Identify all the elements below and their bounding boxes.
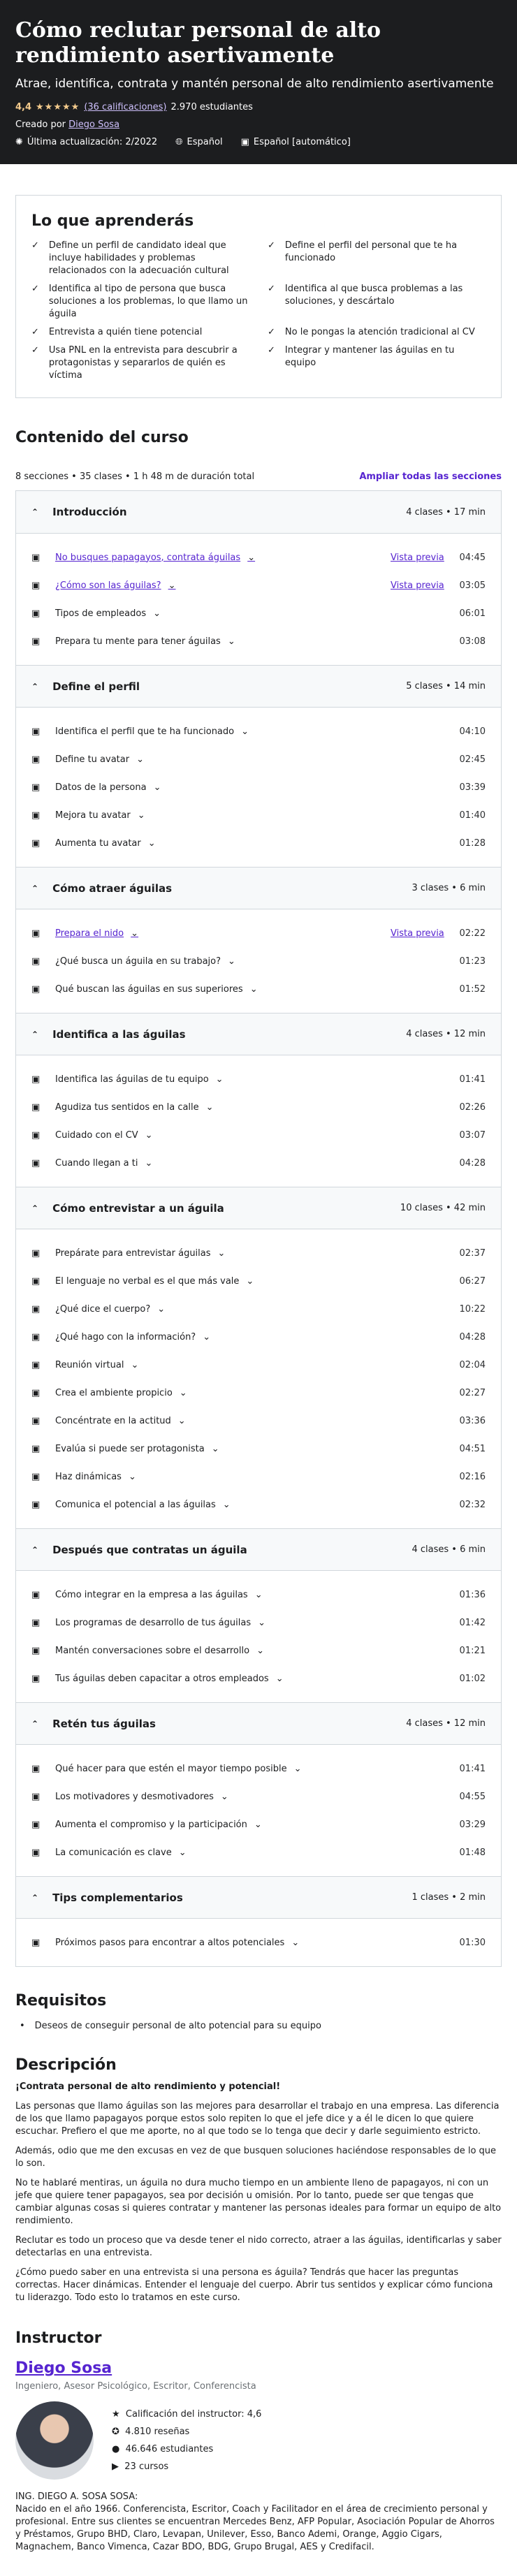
lecture-duration: 02:26 — [459, 1102, 486, 1113]
chevron-down-icon[interactable]: ⌄ — [153, 608, 161, 619]
lecture-title: Mantén conversaciones sobre el desarrollo — [55, 1645, 250, 1656]
learn-item — [268, 240, 486, 277]
lecture-row[interactable] — [31, 1637, 486, 1664]
lecture-row[interactable] — [31, 571, 486, 599]
lecture-list — [16, 1918, 501, 1966]
lecture-row[interactable] — [31, 1295, 486, 1323]
chevron-down-icon[interactable]: ⌄ — [179, 1387, 187, 1398]
learn-item — [31, 283, 249, 321]
chevron-down-icon[interactable]: ⌄ — [246, 1275, 254, 1287]
description-p4: No te hablaré mentiras, un águila no dura mucho tiempo en un ambiente lleno de papagayos, ni con un jefe que quiere tener papagayos, sea por decisión u omisión. Por lo tanto, puede ser que tengas que cambiar algunas cosas si quieres contratar y mantener las personas ideales para formar un equipo de alto rendimiento. — [15, 2178, 502, 2226]
check-icon: ✓ — [268, 327, 275, 337]
lecture-title: Tus águilas deben capacitar a otros empleados — [55, 1673, 269, 1684]
what-you-will-learn — [15, 195, 502, 398]
lecture-row[interactable] — [31, 1323, 486, 1351]
section-header[interactable] — [16, 1187, 501, 1229]
course-title: Cómo reclutar personal de alto rendimiento asertivamente — [15, 18, 381, 68]
instructor-rating: Calificación del instructor: 4,6 — [125, 2409, 262, 2420]
check-icon: ✓ — [268, 284, 275, 294]
video-icon: ▣ — [31, 636, 41, 647]
globe-icon: 🌐︎ — [175, 137, 183, 147]
video-icon: ▣ — [31, 1819, 41, 1830]
section-header[interactable] — [16, 665, 501, 707]
content-title: Contenido del curso — [15, 429, 189, 446]
lecture-row[interactable] — [31, 1491, 486, 1518]
section-header[interactable] — [16, 1702, 501, 1744]
lecture-duration: 03:08 — [459, 636, 486, 647]
lecture-row[interactable] — [31, 1929, 486, 1956]
students-count: 2.970 estudiantes — [170, 102, 253, 112]
lecture-row[interactable] — [31, 1093, 486, 1121]
lecture-row[interactable] — [31, 975, 486, 1003]
lecture-row[interactable] — [31, 919, 486, 947]
section-title: Tips complementarios — [52, 1891, 183, 1904]
description-body — [15, 2081, 502, 2304]
instructor-title: Instructor — [15, 2329, 102, 2347]
chevron-down-icon[interactable]: ⌄ — [275, 1673, 284, 1684]
chevron-down-icon[interactable]: ⌄ — [203, 1331, 211, 1342]
chevron-down-icon[interactable]: ⌄ — [227, 636, 235, 647]
users-icon: ● — [112, 2444, 120, 2454]
chevron-down-icon[interactable]: ⌄ — [291, 1937, 300, 1948]
lecture-title: Agudiza tus sentidos en la calle — [55, 1102, 199, 1113]
lecture-row[interactable] — [31, 829, 486, 857]
preview-link[interactable]: Vista previa — [391, 928, 444, 939]
chevron-up-icon: ⌃ — [31, 1892, 39, 1903]
lecture-duration: 10:22 — [459, 1303, 486, 1315]
description-p2: Las personas que llamo águilas son las mejores para desarrollar el trabajo en una empresa. Las diferencia de los que llamo papagayos porque estos solo repiten lo que el jefe dice y a él le dicen lo que quiere escuchar. Prefiero el que me aporte, no al que todo se lo tenga que decir y darle seguimiento estricto. — [15, 2101, 500, 2137]
video-icon: ▣ — [31, 1471, 41, 1482]
lecture-row[interactable] — [31, 1351, 486, 1379]
requirements-title: Requisitos — [15, 1992, 107, 2010]
check-icon: ✓ — [31, 327, 39, 337]
video-icon: ▣ — [31, 1499, 41, 1510]
lecture-duration: 03:29 — [459, 1819, 486, 1830]
lecture-row[interactable] — [31, 627, 486, 655]
learn-item — [268, 326, 486, 339]
section-meta: 3 clases • 6 min — [412, 883, 486, 893]
language: Español — [187, 137, 223, 147]
video-icon: ▣ — [31, 1847, 41, 1858]
learn-item — [31, 326, 249, 339]
chevron-down-icon[interactable]: ⌄ — [147, 837, 156, 849]
chevron-down-icon[interactable]: ⌄ — [258, 1617, 265, 1628]
instructor-bio — [15, 2491, 502, 2554]
chevron-down-icon[interactable]: ⌄ — [168, 580, 176, 591]
video-icon: ▣ — [31, 810, 41, 821]
content-summary: 8 secciones • 35 clases • 1 h 48 m de duración total — [15, 471, 255, 482]
chevron-down-icon[interactable]: ⌄ — [241, 726, 249, 737]
created-by-label: Creado por — [15, 119, 66, 130]
lecture-list — [16, 1744, 501, 1876]
video-icon: ▣ — [31, 1673, 41, 1684]
lecture-duration: 02:45 — [459, 754, 486, 765]
lecture-title: Cuidado con el CV — [55, 1129, 138, 1141]
rating-row — [15, 102, 502, 112]
video-icon: ▣ — [31, 608, 41, 619]
chevron-down-icon[interactable]: ⌄ — [177, 1415, 186, 1426]
lecture-row[interactable] — [31, 1379, 486, 1407]
lecture-row[interactable] — [31, 717, 486, 745]
chevron-down-icon[interactable]: ⌄ — [254, 1589, 263, 1600]
requirement-item — [15, 2021, 502, 2031]
chevron-down-icon[interactable]: ⌄ — [247, 552, 256, 563]
chevron-down-icon[interactable]: ⌄ — [145, 1157, 153, 1169]
video-icon: ▣ — [31, 1791, 41, 1802]
lecture-list — [16, 1055, 501, 1187]
lecture-duration: 04:10 — [459, 726, 486, 737]
lecture-duration: 01:48 — [459, 1847, 486, 1858]
instructor-courses: 23 cursos — [124, 2461, 169, 2472]
lecture-duration: 01:42 — [459, 1617, 486, 1628]
star-icon: ★★★★★ — [36, 102, 80, 112]
section-meta: 10 clases • 42 min — [400, 1203, 486, 1213]
video-icon: ▣ — [31, 1303, 41, 1315]
video-icon: ▣ — [31, 1387, 41, 1398]
lecture-title: Comunica el potencial a las águilas — [55, 1499, 216, 1510]
check-icon: ✓ — [268, 345, 275, 356]
check-icon: ✓ — [31, 345, 39, 356]
info-icon: ✺ — [15, 137, 23, 147]
bio-name: ING. DIEGO A. SOSA SOSA: — [15, 2491, 138, 2502]
lecture-row[interactable] — [31, 1435, 486, 1463]
instructor-row — [15, 2401, 502, 2480]
lecture-row[interactable] — [31, 947, 486, 975]
section-meta: 4 clases • 12 min — [406, 1718, 486, 1729]
chevron-down-icon[interactable]: ⌄ — [228, 956, 235, 967]
video-icon: ▣ — [31, 1074, 41, 1085]
instructor-students: 46.646 estudiantes — [125, 2444, 214, 2454]
lecture-row[interactable] — [31, 1267, 486, 1295]
section-meta: 4 clases • 17 min — [406, 506, 486, 518]
lecture-title: Concéntrate en la actitud — [55, 1415, 171, 1426]
lecture-duration: 01:40 — [459, 810, 486, 821]
video-icon: ▣ — [31, 552, 41, 563]
check-icon: ✓ — [31, 240, 39, 251]
lecture-title: Reunión virtual — [55, 1359, 124, 1370]
lecture-duration: 01:36 — [459, 1589, 486, 1600]
lecture-duration: 02:32 — [459, 1499, 486, 1510]
preview-link[interactable]: Vista previa — [391, 580, 444, 591]
expand-all-button[interactable]: Ampliar todas las secciones — [359, 471, 502, 482]
section-title: Define el perfil — [52, 680, 140, 693]
learn-item-text: No le pongas la atención tradicional al CV — [284, 327, 475, 337]
captions: Español [automático] — [253, 137, 351, 147]
lecture-list — [16, 707, 501, 867]
chevron-down-icon[interactable]: ⌄ — [136, 754, 144, 765]
lecture-title[interactable]: No busques papagayos, contrata águilas — [55, 552, 241, 563]
meta-row — [15, 137, 502, 147]
lecture-title: Qué buscan las águilas en sus superiores — [55, 983, 243, 995]
section-meta: 1 clases • 2 min — [412, 1892, 486, 1903]
lecture-duration: 04:28 — [459, 1331, 486, 1342]
lecture-title: Cuando llegan a ti — [55, 1157, 138, 1169]
lecture-row[interactable] — [31, 1581, 486, 1609]
lecture-title: Datos de la persona — [55, 782, 147, 793]
chevron-down-icon[interactable]: ⌄ — [137, 810, 145, 821]
lecture-title: Crea el ambiente propicio — [55, 1387, 173, 1398]
chevron-up-icon: ⌃ — [31, 1718, 39, 1729]
lecture-duration: 02:22 — [459, 928, 486, 939]
lecture-list — [16, 909, 501, 1013]
lecture-row[interactable] — [31, 1609, 486, 1637]
chevron-down-icon[interactable]: ⌄ — [128, 1471, 136, 1482]
lecture-row[interactable] — [31, 1810, 486, 1838]
description-p6: ¿Cómo puedo saber en una entrevista si una persona es águila? Tendrás que hacer las preguntas correctas. Hacer dinámicas. Entender el lenguaje del cuerpo. Abrir tus sentidos y explicar cómo funciona tu liderazgo. Todo esto lo tratamos en este curso. — [15, 2267, 493, 2303]
creator-link[interactable]: Diego Sosa — [68, 119, 120, 130]
learn-item — [31, 344, 249, 382]
lecture-title: Aumenta el compromiso y la participación — [55, 1819, 247, 1830]
lecture-duration: 01:23 — [459, 956, 486, 967]
video-icon: ▣ — [31, 1617, 41, 1628]
lecture-row[interactable] — [31, 1149, 486, 1177]
video-icon: ▣ — [31, 1129, 41, 1141]
learn-item-text: Usa PNL en la entrevista para descubrir a protagonistas y separarlos de quién es víctima — [48, 345, 238, 381]
course-subtitle: Atrae, identifica, contrata y mantén personal de alto rendimiento asertivamente — [15, 77, 494, 91]
lecture-title: Tipos de empleados — [55, 608, 147, 619]
chevron-down-icon[interactable]: ⌄ — [293, 1763, 302, 1774]
video-icon: ▣ — [31, 1247, 41, 1259]
avatar[interactable] — [15, 2401, 94, 2480]
lecture-duration: 03:36 — [459, 1415, 486, 1426]
section-meta: 5 clases • 14 min — [406, 681, 486, 691]
video-icon: ▣ — [31, 1443, 41, 1454]
chevron-down-icon[interactable]: ⌄ — [217, 1247, 226, 1259]
lecture-duration: 01:52 — [459, 983, 486, 995]
creator-row — [15, 119, 502, 130]
video-icon: ▣ — [31, 1102, 41, 1113]
lecture-title: Evalúa si puede ser protagonista — [55, 1443, 205, 1454]
description-p3: Además, odio que me den excusas en vez de que busquen soluciones haciéndose responsables de lo que lo son. — [15, 2146, 497, 2169]
last-updated: Última actualización: 2/2022 — [27, 137, 158, 147]
video-icon: ▣ — [31, 928, 41, 939]
lecture-title: ¿Qué hago con la información? — [55, 1331, 196, 1342]
learn-title: Lo que aprenderás — [31, 212, 194, 230]
section-meta: 4 clases • 12 min — [406, 1029, 486, 1039]
chevron-up-icon: ⌃ — [31, 681, 39, 691]
bio-text: Nacido en el año 1966. Conferencista, Escritor, Coach y Facilitador en el área de crecimiento personal y profesional. Entre sus clientes se encuentran Mercedes Benz, AFP Popular, Asociación Popular de Ahorros y Préstamos, Grupo BHD, Claro, Levapan, Unilever, Esso, Banco Ademi, Orange, Aggio Cigars, Magnachem, Banco Vimenca, Cazar BDO, BDG, Grupo Brugal, AES y Credifacil. — [15, 2504, 495, 2552]
section-title: Cómo entrevistar a un águila — [52, 1201, 224, 1215]
lecture-list — [16, 533, 501, 665]
chevron-down-icon[interactable]: ⌄ — [215, 1074, 224, 1085]
lecture-row[interactable] — [31, 1065, 486, 1093]
lecture-title: Aumenta tu avatar — [55, 837, 141, 849]
learn-item-text: Identifica al que busca problemas a las soluciones, y descártalo — [284, 284, 463, 307]
bullet-icon: • — [20, 2021, 25, 2031]
instructor-stats — [112, 2401, 261, 2480]
captions-icon: ▣ — [240, 137, 249, 147]
lecture-duration: 02:04 — [459, 1359, 486, 1370]
lecture-duration: 01:41 — [459, 1763, 486, 1774]
chevron-down-icon[interactable]: ⌄ — [256, 1645, 264, 1656]
instructor-name-link[interactable]: Diego Sosa — [15, 2359, 112, 2377]
chevron-down-icon[interactable]: ⌄ — [205, 1102, 214, 1113]
lecture-row[interactable] — [31, 1783, 486, 1810]
lecture-duration: 01:41 — [459, 1074, 486, 1085]
instructor-headline: Ingeniero, Asesor Psicológico, Escritor, Conferencista — [15, 2381, 256, 2392]
lecture-duration: 03:05 — [459, 580, 486, 591]
lecture-duration: 01:21 — [459, 1645, 486, 1656]
learn-item — [268, 283, 486, 321]
lecture-row[interactable] — [31, 745, 486, 773]
chevron-down-icon[interactable]: ⌄ — [131, 928, 139, 939]
section-meta: 4 clases • 6 min — [412, 1544, 486, 1555]
check-icon: ✓ — [268, 240, 275, 251]
video-icon: ▣ — [31, 1589, 41, 1600]
chevron-down-icon[interactable]: ⌄ — [254, 1819, 262, 1830]
chevron-up-icon: ⌃ — [31, 1029, 39, 1039]
lecture-row[interactable] — [31, 801, 486, 829]
video-icon: ▣ — [31, 1415, 41, 1426]
rating-value: 4,4 — [15, 102, 32, 112]
lecture-title: Define tu avatar — [55, 754, 130, 765]
chevron-up-icon: ⌃ — [31, 507, 39, 517]
video-icon: ▣ — [31, 1763, 41, 1774]
chevron-down-icon[interactable]: ⌄ — [178, 1847, 187, 1858]
lecture-duration: 03:07 — [459, 1129, 486, 1141]
video-icon: ▣ — [31, 956, 41, 967]
learn-item-text: Define el perfil del personal que te ha funcionado — [284, 240, 458, 263]
lecture-title: Los programas de desarrollo de tus águilas — [55, 1617, 252, 1628]
lecture-title: Identifica el perfil que te ha funcionado — [55, 726, 235, 737]
lecture-title: Prepárate para entrevistar águilas — [55, 1247, 211, 1259]
video-icon: ▣ — [31, 1359, 41, 1370]
lecture-row[interactable] — [31, 1407, 486, 1435]
lecture-title: La comunicación es clave — [55, 1847, 172, 1858]
lecture-row[interactable] — [31, 1239, 486, 1267]
lecture-duration: 04:28 — [459, 1157, 486, 1169]
video-icon: ▣ — [31, 1157, 41, 1169]
lecture-duration: 06:01 — [459, 608, 486, 619]
lecture-row[interactable] — [31, 1463, 486, 1491]
ratings-link[interactable]: (36 calificaciones) — [84, 102, 167, 112]
section-title: Después que contratas un águila — [52, 1543, 247, 1556]
video-icon: ▣ — [31, 837, 41, 849]
lecture-title: Identifica las águilas de tu equipo — [55, 1074, 209, 1085]
chevron-up-icon: ⌃ — [31, 1203, 39, 1213]
instructor-reviews: 4.810 reseñas — [125, 2427, 190, 2437]
lecture-list — [16, 1229, 501, 1528]
chevron-down-icon[interactable]: ⌄ — [131, 1359, 139, 1370]
lecture-title: ¿Qué dice el cuerpo? — [55, 1303, 151, 1315]
lecture-row[interactable] — [31, 599, 486, 627]
lecture-title: El lenguaje no verbal es el que más vale — [55, 1275, 240, 1287]
video-icon: ▣ — [31, 782, 41, 793]
chevron-down-icon[interactable]: ⌄ — [222, 1499, 231, 1510]
lecture-row[interactable] — [31, 1838, 486, 1866]
lecture-duration: 02:16 — [459, 1471, 486, 1482]
lecture-duration: 02:37 — [459, 1247, 486, 1259]
lecture-duration: 01:30 — [459, 1937, 486, 1948]
lecture-row[interactable] — [31, 543, 486, 571]
course-header — [0, 0, 517, 164]
section-header[interactable] — [16, 1528, 501, 1570]
section-title: Introducción — [52, 506, 127, 518]
curriculum — [15, 490, 502, 1967]
lecture-title: Mejora tu avatar — [55, 810, 131, 821]
learn-item-text: Entrevista a quién tiene potencial — [48, 327, 203, 337]
learn-item — [31, 240, 249, 277]
preview-link[interactable]: Vista previa — [391, 552, 444, 563]
section-title: Identifica a las águilas — [52, 1027, 186, 1041]
description-title: Descripción — [15, 2056, 117, 2074]
play-circle-icon: ▶ — [112, 2461, 119, 2472]
lecture-title: Haz dinámicas — [55, 1471, 122, 1482]
video-icon: ▣ — [31, 1275, 41, 1287]
section-title: Cómo atraer águilas — [52, 881, 173, 895]
lecture-row[interactable] — [31, 1755, 486, 1783]
video-icon: ▣ — [31, 580, 41, 591]
lecture-duration: 01:02 — [459, 1673, 486, 1684]
section-header[interactable] — [16, 867, 501, 909]
learn-item — [268, 344, 486, 382]
lecture-duration: 02:27 — [459, 1387, 486, 1398]
lecture-duration: 03:39 — [459, 782, 486, 793]
learn-item-text: Define un perfil de candidato ideal que incluye habilidades y problemas relacionados con la adecuación cultural — [48, 240, 229, 276]
video-icon: ▣ — [31, 1937, 41, 1948]
lecture-title: Prepara tu mente para tener águilas — [55, 636, 221, 647]
video-icon: ▣ — [31, 754, 41, 765]
chevron-up-icon: ⌃ — [31, 1544, 39, 1555]
lecture-row[interactable] — [31, 773, 486, 801]
lecture-row[interactable] — [31, 1664, 486, 1692]
lecture-duration: 04:55 — [459, 1791, 486, 1802]
section-title: Retén tus águilas — [52, 1717, 156, 1730]
lecture-row[interactable] — [31, 1121, 486, 1149]
chevron-down-icon[interactable]: ⌄ — [157, 1303, 166, 1315]
chevron-down-icon[interactable]: ⌄ — [145, 1129, 153, 1141]
description-p5: Reclutar es todo un proceso que va desde tener el nido correcto, atraer a las águilas, identificarlas y saber detectarlas en una entrevista. — [15, 2235, 502, 2258]
section-header[interactable] — [16, 491, 501, 533]
lecture-duration: 04:51 — [459, 1443, 486, 1454]
content-summary-row — [15, 471, 502, 482]
chevron-down-icon[interactable]: ⌄ — [249, 983, 258, 995]
section-header[interactable] — [16, 1876, 501, 1918]
lecture-duration: 06:27 — [459, 1275, 486, 1287]
lecture-title: Próximos pasos para encontrar a altos potenciales — [55, 1937, 285, 1948]
lecture-title: Cómo integrar en la empresa a las águilas — [55, 1589, 248, 1600]
section-header[interactable] — [16, 1013, 501, 1055]
video-icon: ▣ — [31, 1645, 41, 1656]
check-icon: ✓ — [31, 284, 39, 294]
lecture-title: Los motivadores y desmotivadores — [55, 1791, 214, 1802]
video-icon: ▣ — [31, 1331, 41, 1342]
lecture-title: Qué hacer para que estén el mayor tiempo posible — [55, 1763, 287, 1774]
chevron-down-icon[interactable]: ⌄ — [153, 782, 161, 793]
learn-list — [31, 240, 486, 382]
chevron-up-icon: ⌃ — [31, 883, 39, 893]
lecture-list — [16, 1570, 501, 1702]
chevron-down-icon[interactable]: ⌄ — [220, 1791, 228, 1802]
video-icon: ▣ — [31, 726, 41, 737]
award-icon: ✪ — [112, 2427, 119, 2437]
chevron-down-icon[interactable]: ⌄ — [211, 1443, 219, 1454]
video-icon: ▣ — [31, 983, 41, 995]
lecture-title[interactable]: Prepara el nido — [55, 928, 124, 939]
lecture-title: ¿Qué busca un águila en su trabajo? — [55, 956, 221, 967]
lecture-duration: 04:45 — [459, 552, 486, 563]
lecture-title[interactable]: ¿Cómo son las águilas? — [55, 580, 161, 591]
learn-item-text: Identifica al tipo de persona que busca soluciones a los problemas, lo que llamo un águila — [48, 284, 248, 319]
lecture-duration: 01:28 — [459, 837, 486, 849]
star-icon: ★ — [112, 2409, 120, 2420]
requirement-text: Deseos de conseguir personal de alto potencial para su equipo — [34, 2021, 321, 2031]
learn-item-text: Integrar y mantener las águilas en tu equipo — [284, 345, 455, 368]
description-p1: ¡Contrata personal de alto rendimiento y potencial! — [15, 2081, 281, 2092]
